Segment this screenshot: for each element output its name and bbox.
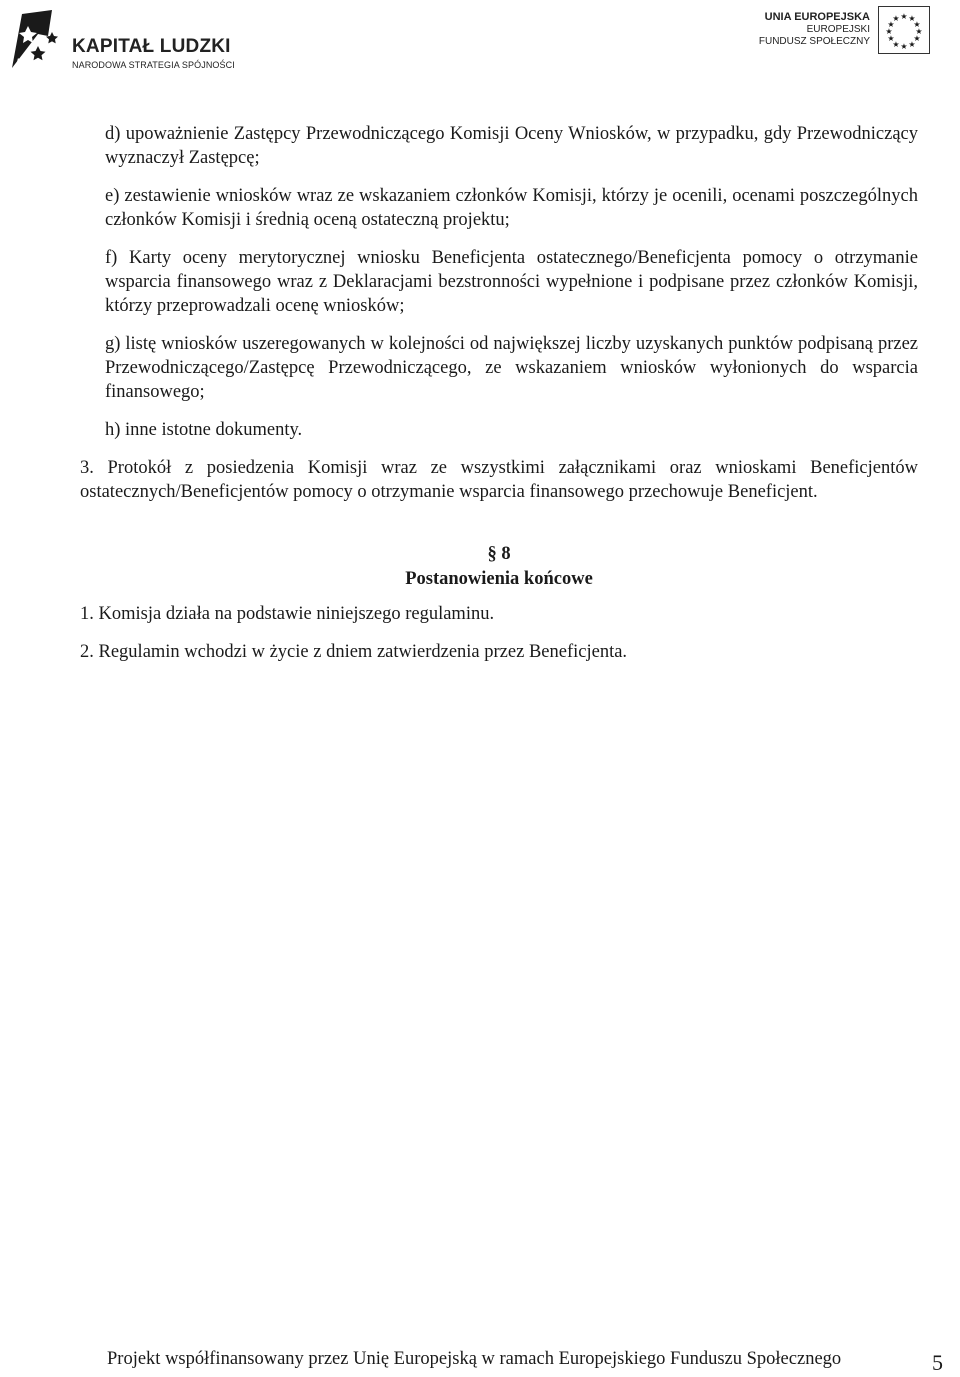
svg-text:★: ★ (908, 14, 916, 23)
eu-line-3: FUNDUSZ SPOŁECZNY (758, 36, 870, 47)
eu-line-1: UNIA EUROPEJSKA (764, 11, 870, 23)
section-sign: § 8 (487, 544, 511, 564)
svg-text:★: ★ (885, 27, 893, 36)
svg-text:★: ★ (900, 42, 908, 51)
svg-text:★: ★ (915, 27, 923, 36)
svg-text:★: ★ (892, 14, 900, 23)
logo-title: KAPITAŁ LUDZKI (72, 36, 231, 57)
svg-text:★: ★ (913, 34, 921, 43)
final-point: 2. Regulamin wchodzi w życie z dniem zatwierdzenia przez Beneficjenta. (80, 642, 628, 662)
svg-text:★: ★ (900, 12, 908, 21)
logo-subtitle: NARODOWA STRATEGIA SPÓJNOŚCI (72, 60, 235, 70)
svg-text:★: ★ (908, 40, 916, 49)
svg-text:★: ★ (887, 34, 895, 43)
footer-text: Projekt współfinansowany przez Unię Europejską w ramach Europejskiego Funduszu Społecznego (107, 1349, 842, 1369)
svg-text:★: ★ (892, 40, 900, 49)
svg-text:★: ★ (913, 20, 921, 29)
kapital-ludzki-logo (8, 6, 238, 76)
list-item: d) upoważnienie Zastępcy Przewodniczącego Komisji Oceny Wniosków, w przypadku, gdy Przewodniczący wyznaczył Zastępcę; (105, 124, 918, 168)
svg-text:★: ★ (887, 20, 895, 29)
document-body (80, 122, 918, 678)
list-item: e) zestawienie wniosków wraz ze wskazaniem członków Komisji, którzy je ocenili, ocenami poszczególnych członków Komisji i średnią oceną ostateczną projektu; (105, 186, 918, 230)
kapital-ludzki-emblem-icon (8, 6, 68, 76)
page-header (0, 0, 960, 80)
eu-line-2: EUROPEJSKI (806, 24, 870, 35)
final-point: 1. Komisja działa na podstawie niniejszego regulaminu. (80, 604, 495, 624)
point-3: 3. Protokół z posiedzenia Komisji wraz ze wszystkimi załącznikami oraz wnioskami Beneficjentów ostatecznych/Beneficjentów pomocy o otrzymanie wsparcia finansowego przechowuje Beneficjent. (80, 458, 918, 502)
list-item: h) inne istotne dokumenty. (105, 420, 303, 440)
page-number: 5 (932, 1350, 943, 1375)
section-title: Postanowienia końcowe (405, 569, 593, 589)
list-item: f) Karty oceny merytorycznej wniosku Beneficjenta ostatecznego/Beneficjenta pomocy o otrzymanie wsparcia finansowego wraz z Deklaracjami bezstronności wypełnione i podpisane przez członków Komisji, którzy przeprowadzali ocenę wniosków; (105, 248, 918, 316)
list-item: g) listę wniosków uszeregowanych w kolejności od największej liczby uzyskanych punktów podpisaną przez Przewodniczącego/Zastępcę Przewodniczącego, ze wskazaniem wniosków wyłonionych do wsparcia finansowego; (105, 334, 918, 402)
eu-logo-text (759, 10, 870, 48)
eu-flag-icon (878, 6, 930, 54)
